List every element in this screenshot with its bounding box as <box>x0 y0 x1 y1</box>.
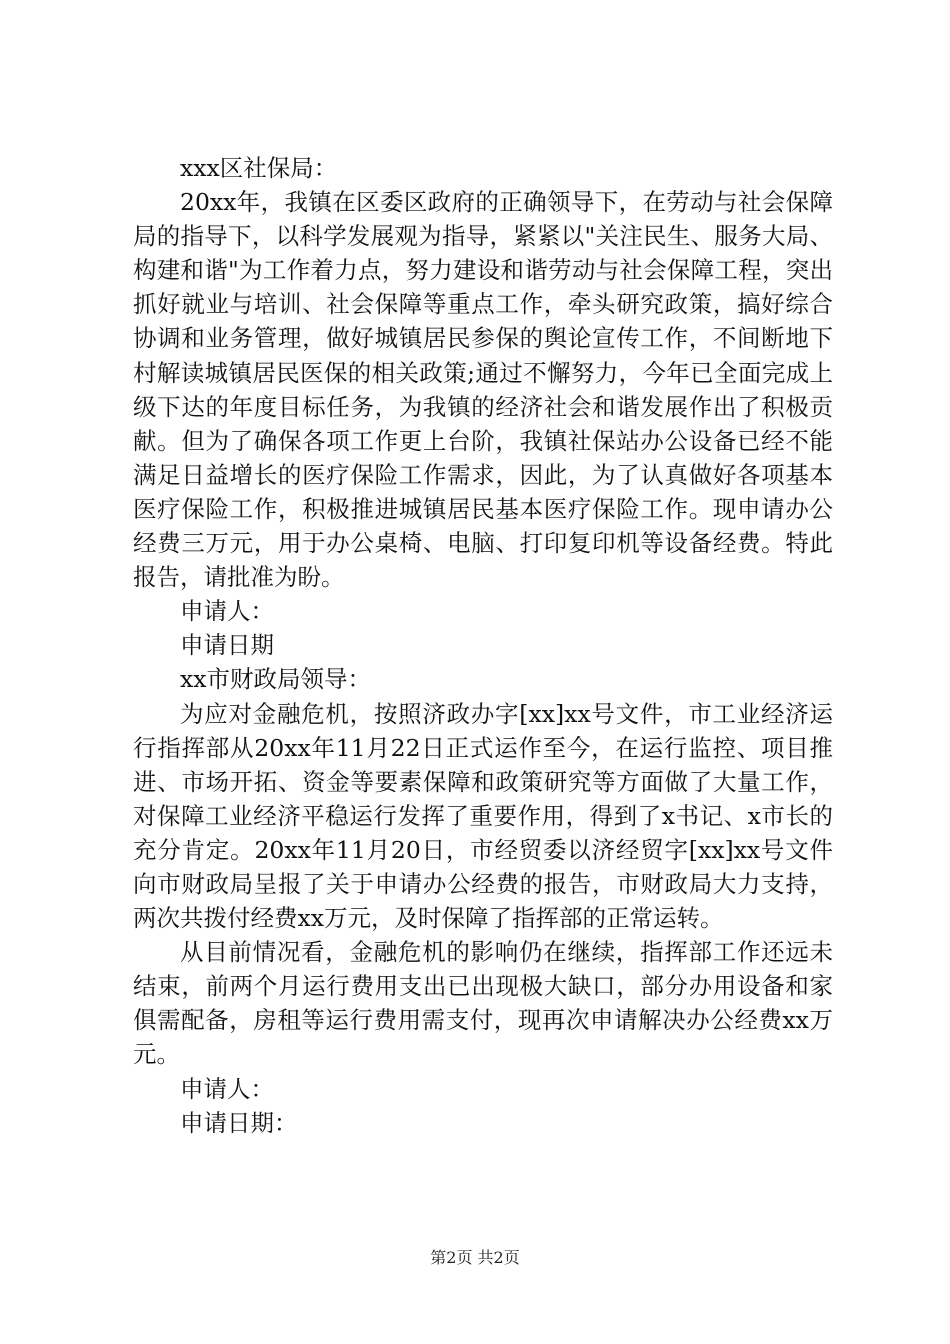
document-body <box>133 151 833 1140</box>
salutation-district-social-security: xxx区社保局： <box>180 154 338 182</box>
application-date-label: 申请日期 <box>180 631 274 660</box>
first-report-body: 20xx年，我镇在区委区政府的正确领导下，在劳动与社会保障局的指导下，以科学发展观为指导，紧紧以"关注民生、服务大局、构建和谐"为工作着力点，努力建设和谐劳动与社会保障工程，突出抓好就业与培训、社会保障等重点工作，牵头研究政策，搞好综合协调和业务管理，做好城镇居民参保的舆论宣传工作，不间断地下村解读城镇居民医保的相关政策;通过不懈努力，今年已全面完成上级下达的年度目标任务，为我镇的经济社会和谐发展作出了积极贡献。但为了确保各项工作更上台阶，我镇社保站办公设备已经不能满足日益增长的医疗保险工作需求，因此，为了认真做好各项基本医疗保险工作，积极推进城镇居民基本医疗保险工作。现申请办公经费三万元，用于办公桌椅、电脑、打印复印机等设备经费。特此报告，请批准为盼。 <box>133 188 833 592</box>
applicant-label: 申请人： <box>180 597 274 626</box>
second-report-body: 为应对金融危机，按照济政办字[xx]xx号文件，市工业经济运行指挥部从20xx年11月22日正式运作至今，在运行监控、项目推进、市场开拓、资金等要素保障和政策研究等方面做了大量工作，对保障工业经济平稳运行发挥了重要作用，得到了x书记、x市长的充分肯定。20xx年11月20日，市经贸委以济经贸字[xx]xx号文件向市财政局呈报了关于申请办公经费的报告，市财政局大力支持，两次共拨付经费xx万元，及时保障了指挥部的正常运转。 <box>133 699 833 933</box>
salutation-city-finance-bureau: xx市财政局领导： <box>180 665 372 694</box>
applicant-label-2: 申请人： <box>180 1074 274 1103</box>
second-report-request: 从目前情况看，金融危机的影响仍在继续，指挥部工作还远未结束，前两个月运行费用支出已出现极大缺口，部分办用设备和家俱需配备，房租等运行费用需支付，现再次申请解决办公经费xx万元。 <box>133 938 833 1069</box>
application-date-label-2: 申请日期： <box>180 1108 298 1137</box>
page-footer: 第2页 共2页 <box>430 1248 520 1267</box>
